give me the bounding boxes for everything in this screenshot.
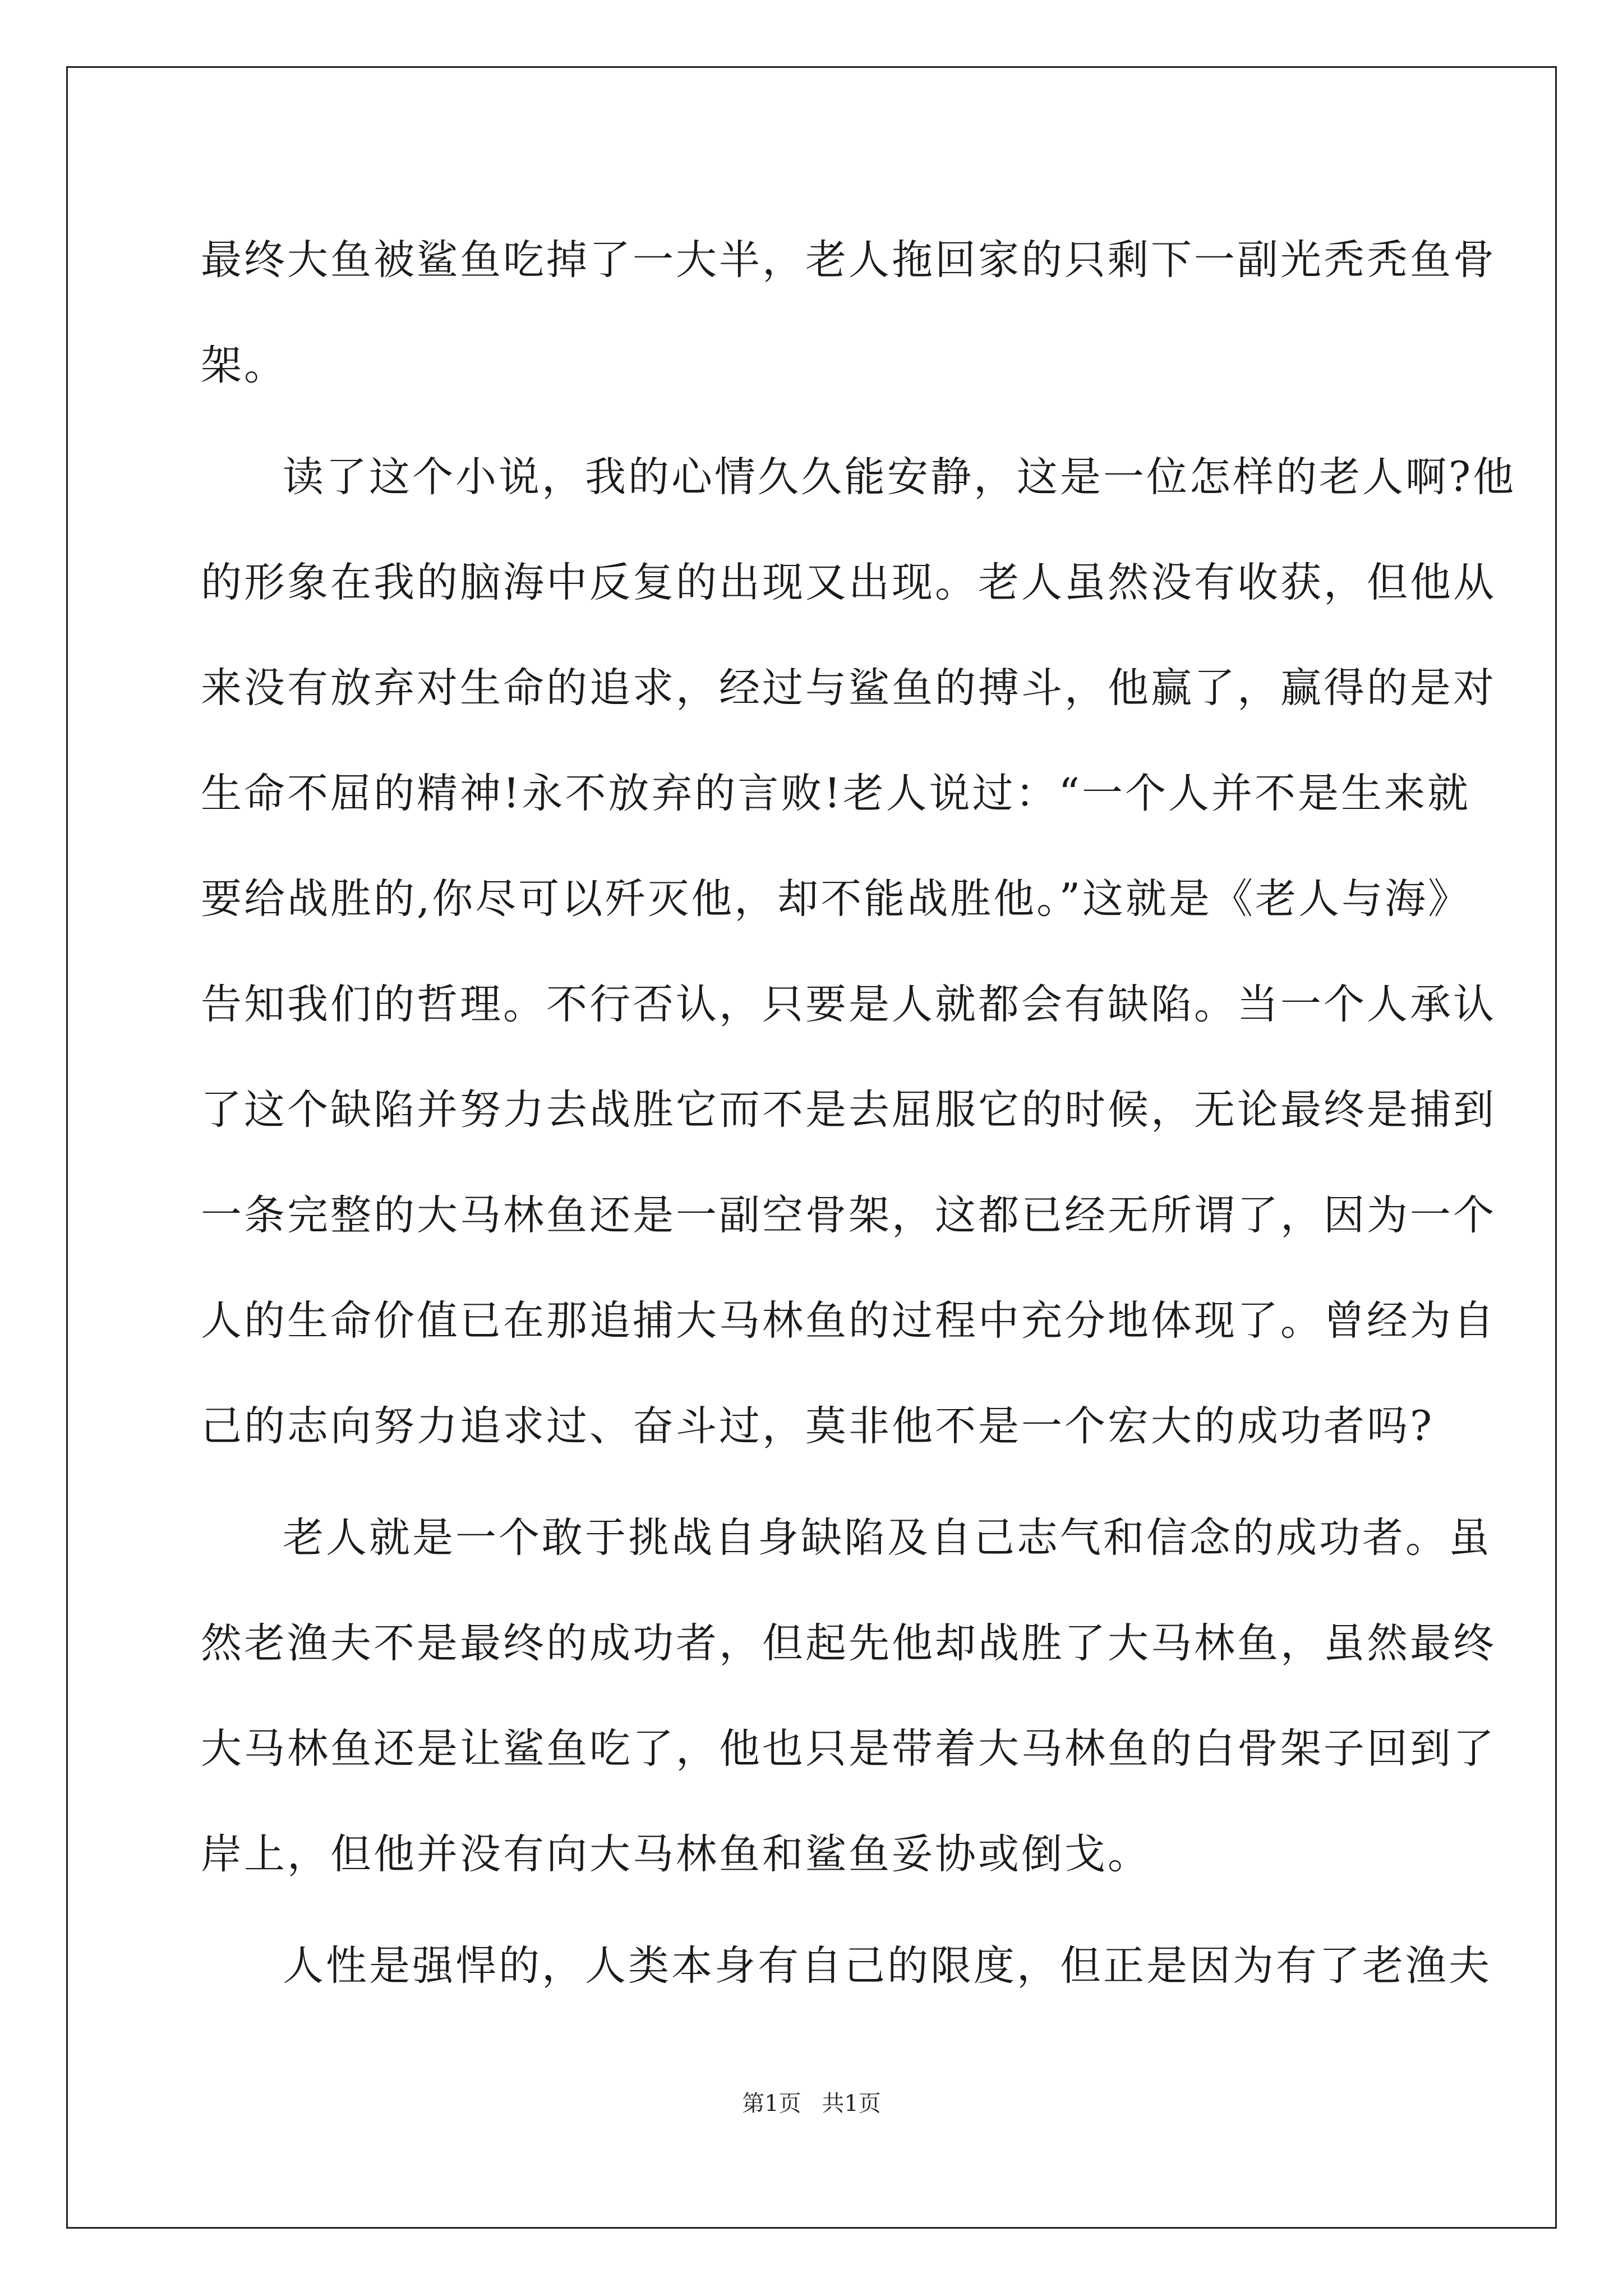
text-line: 人的生命价值已在那追捕大马林鱼的过程中充分地体现了。曾经为自 xyxy=(201,1297,1496,1345)
text-line: 岸上，但他并没有向大马林鱼和鲨鱼妥协或倒戈。 xyxy=(201,1830,1151,1878)
paragraph-start-line: 读了这个小说，我的心情久久能安静，这是一位怎样的老人啊?他 xyxy=(283,453,1516,501)
text-line: 己的志向努力追求过、奋斗过，莫非他不是一个宏大的成功者吗? xyxy=(201,1402,1435,1450)
page-number-current: 第1页 xyxy=(742,2091,801,2116)
text-line: 架。 xyxy=(201,342,287,389)
paragraph-start-line: 老人就是一个敢于挑战自身缺陷及自己志气和信念的成功者。虽 xyxy=(283,1514,1492,1562)
text-line: 一条完整的大马林鱼还是一副空骨架，这都已经无所谓了，因为一个 xyxy=(201,1191,1496,1239)
text-line: 来没有放弃对生命的追求，经过与鲨鱼的搏斗，他赢了，赢得的是对 xyxy=(201,664,1496,712)
text-line: 告知我们的哲理。不行否认，只要是人就都会有缺陷。当一个人承认 xyxy=(201,981,1496,1028)
paragraph-start-line: 人性是强悍的，人类本身有自己的限度，但正是因为有了老渔夫 xyxy=(283,1942,1492,1990)
text-line: 大马林鱼还是让鲨鱼吃了，他也只是带着大马林鱼的白骨架子回到了 xyxy=(201,1725,1496,1773)
text-line: 了这个缺陷并努力去战胜它而不是去屈服它的时候，无论最终是捕到 xyxy=(201,1086,1496,1134)
text-line: 的形象在我的脑海中反复的出现又出现。老人虽然没有收获，但他从 xyxy=(201,559,1496,606)
page-number-total: 共1页 xyxy=(822,2091,881,2116)
text-line: 然老渔夫不是最终的成功者，但起先他却战胜了大马林鱼，虽然最终 xyxy=(201,1619,1496,1667)
page-footer xyxy=(0,2086,1623,2118)
document-body xyxy=(201,208,1516,2019)
text-line: 最终大鱼被鲨鱼吃掉了一大半，老人拖回家的只剩下一副光秃秃鱼骨 xyxy=(201,236,1496,284)
text-line: 生命不屈的精神!永不放弃的言败!老人说过：“一个人并不是生来就 xyxy=(201,770,1470,817)
text-line: 要给战胜的,你尽可以歼灭他，却不能战胜他。”这就是《老人与海》 xyxy=(201,875,1472,923)
